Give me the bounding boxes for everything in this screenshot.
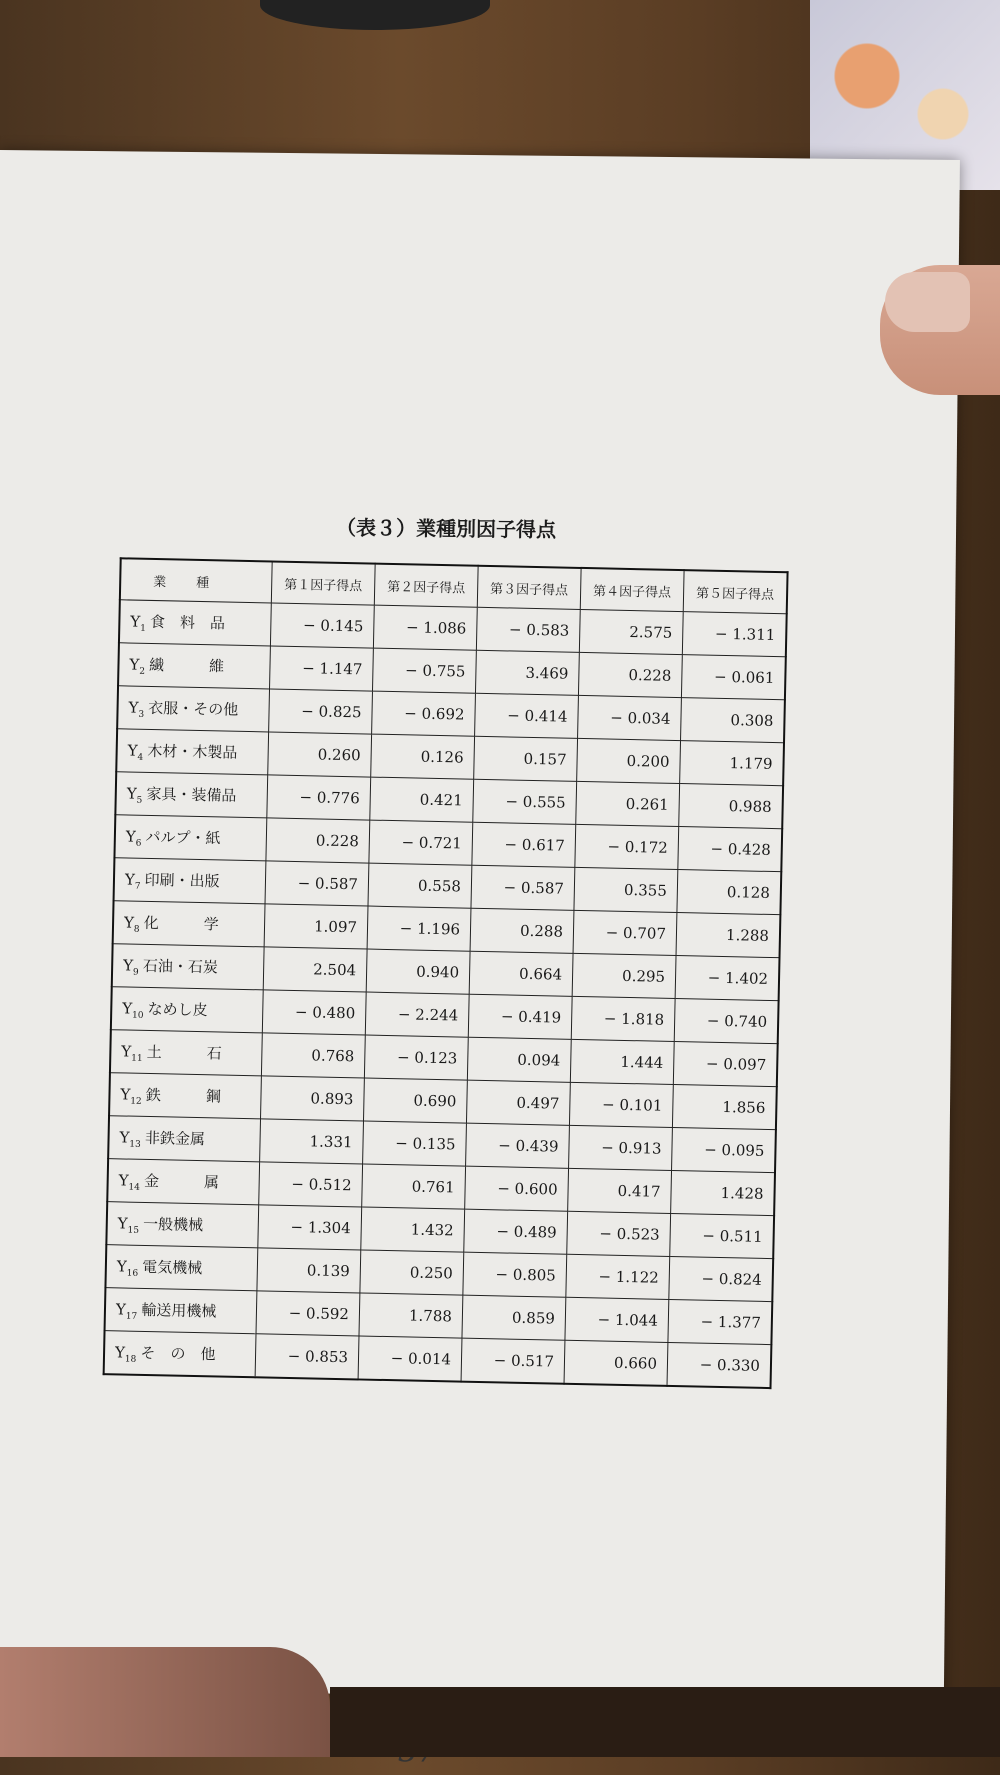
- industry-name: 電気機械: [142, 1257, 203, 1277]
- industry-cell: [113, 901, 265, 947]
- factor-1-score: 0.260: [268, 732, 372, 777]
- industry-code: [126, 783, 143, 806]
- industry-cell: [106, 1202, 258, 1248]
- industry-code-letter: Y: [128, 697, 139, 717]
- table-title: （表３）業種別因子得点: [335, 515, 557, 542]
- industry-name: 衣服・その他: [148, 698, 239, 719]
- factor-3-score: − 0.419: [468, 994, 572, 1039]
- factor-2-score: 1.788: [359, 1293, 463, 1338]
- factor-3-score: − 0.414: [475, 693, 579, 738]
- industry-code-letter: Y: [118, 1170, 129, 1190]
- thumbnail-nail: [885, 272, 970, 332]
- industry-cell: [118, 643, 270, 689]
- industry-name: 化 学: [143, 913, 219, 933]
- industry-code-number: 6: [135, 838, 142, 849]
- industry-code-number: 2: [139, 666, 146, 677]
- industry-code-number: 5: [136, 795, 143, 806]
- factor-4-score: 2.575: [579, 609, 683, 654]
- factor-1-score: 0.768: [261, 1033, 365, 1078]
- industry-cell: [115, 772, 267, 818]
- industry-code: [118, 1170, 141, 1193]
- factor-2-score: − 0.135: [363, 1121, 467, 1166]
- factor-2-score: 0.421: [370, 777, 474, 822]
- factor-5-score: − 0.428: [678, 827, 782, 872]
- factor-5-score: − 0.330: [667, 1342, 771, 1388]
- industry-code-letter: Y: [130, 612, 141, 631]
- factor-4-score: − 0.101: [569, 1082, 673, 1127]
- table-body: [104, 600, 787, 1388]
- factor-score-table: [103, 557, 789, 1389]
- factor-4-score: − 1.818: [571, 996, 675, 1041]
- factor-2-score: − 1.086: [373, 605, 477, 650]
- factor-4-score: − 0.523: [567, 1211, 671, 1256]
- industry-name: 非鉄金属: [144, 1128, 206, 1148]
- factor-2-score: 0.761: [362, 1164, 466, 1209]
- industry-code-number: 7: [134, 881, 141, 892]
- factor-5-score: 0.128: [677, 870, 781, 915]
- factor-2-score: − 1.196: [367, 906, 471, 951]
- factor-1-score: 0.139: [257, 1248, 361, 1293]
- header-factor-5: 第５因子得点: [683, 570, 787, 614]
- industry-code: [123, 912, 140, 935]
- industry-cell: [112, 944, 264, 990]
- factor-3-score: 0.859: [462, 1295, 566, 1340]
- factor-5-score: 0.308: [681, 698, 785, 743]
- industry-code-number: 14: [128, 1182, 141, 1193]
- industry-code-letter: Y: [126, 783, 137, 803]
- industry-cell: [109, 1073, 261, 1119]
- factor-4-score: 0.355: [574, 867, 678, 912]
- industry-cell: [105, 1245, 257, 1291]
- factor-1-score: 1.097: [264, 904, 368, 949]
- factor-2-score: 0.940: [366, 949, 470, 994]
- factor-4-score: − 0.707: [573, 910, 677, 955]
- industry-code-letter: Y: [121, 1041, 132, 1061]
- industry-code: [130, 612, 147, 634]
- industry-code-letter: Y: [120, 1084, 131, 1104]
- industry-name: 木材・木製品: [147, 741, 238, 762]
- industry-code: [117, 1213, 140, 1236]
- factor-2-score: − 0.692: [372, 691, 476, 736]
- industry-cell: [117, 686, 269, 732]
- industry-code-letter: Y: [125, 826, 136, 846]
- factor-4-score: 0.228: [578, 652, 682, 697]
- factor-5-score: 1.179: [680, 741, 784, 786]
- industry-code-letter: Y: [122, 998, 133, 1018]
- factor-3-score: 0.497: [466, 1080, 570, 1125]
- industry-code-number: 10: [131, 1010, 144, 1021]
- factor-4-score: 0.417: [568, 1168, 672, 1213]
- industry-name: 石油・石炭: [142, 956, 219, 976]
- factor-2-score: 0.558: [368, 863, 472, 908]
- factor-2-score: 0.690: [363, 1078, 467, 1123]
- industry-cell: [111, 987, 263, 1033]
- factor-4-score: 1.444: [570, 1039, 674, 1084]
- factor-4-score: 0.261: [576, 781, 680, 826]
- industry-cell: [107, 1159, 259, 1205]
- industry-name: 鉄 鋼: [145, 1085, 222, 1106]
- industry-cell: [114, 815, 266, 861]
- industry-code-letter: Y: [119, 1127, 130, 1147]
- industry-code-letter: Y: [127, 740, 138, 760]
- industry-name: 輸送用機械: [141, 1300, 217, 1320]
- industry-cell: [114, 858, 266, 904]
- industry-code-letter: Y: [115, 1299, 127, 1319]
- industry-code: [119, 1127, 141, 1150]
- factor-3-score: 0.157: [474, 736, 578, 781]
- factor-1-score: − 0.512: [259, 1162, 363, 1207]
- factor-1-score: − 0.825: [269, 689, 373, 734]
- factor-5-score: 1.288: [676, 913, 780, 958]
- industry-code-number: 11: [131, 1053, 143, 1064]
- factor-2-score: − 2.244: [365, 992, 469, 1037]
- industry-code-letter: Y: [124, 869, 136, 889]
- industry-code-number: 9: [132, 967, 139, 978]
- industry-name: 繊 維: [148, 655, 225, 675]
- factor-1-score: − 0.587: [265, 861, 369, 906]
- industry-code-number: 13: [129, 1139, 141, 1150]
- industry-name: そ の 他: [140, 1343, 216, 1363]
- factor-5-score: − 1.311: [682, 612, 786, 657]
- industry-code: [115, 1299, 138, 1322]
- factor-1-score: − 1.304: [258, 1205, 362, 1250]
- industry-cell: [110, 1030, 262, 1076]
- factor-2-score: 1.432: [361, 1207, 465, 1252]
- industry-cell: [105, 1288, 257, 1334]
- factor-5-score: − 0.061: [681, 655, 785, 700]
- industry-code: [125, 826, 142, 849]
- factor-1-score: − 0.592: [256, 1291, 360, 1336]
- factor-2-score: − 0.721: [369, 820, 473, 865]
- industry-code: [114, 1342, 137, 1365]
- industry-cell: [104, 1331, 256, 1378]
- factor-3-score: − 0.489: [464, 1209, 568, 1254]
- industry-name: なめし皮: [147, 999, 208, 1019]
- industry-name: 印刷・出版: [144, 870, 220, 890]
- factor-1-score: 2.504: [263, 947, 367, 992]
- factor-5-score: − 0.095: [672, 1127, 776, 1172]
- factor-1-score: − 0.145: [270, 603, 374, 648]
- book-page: [0, 150, 960, 1700]
- factor-1-score: 0.228: [266, 818, 370, 863]
- industry-code-letter: Y: [129, 655, 140, 674]
- factor-3-score: 3.469: [475, 650, 579, 695]
- industry-code: [124, 869, 141, 892]
- factor-4-score: − 0.913: [569, 1125, 673, 1170]
- factor-3-score: − 0.587: [471, 865, 575, 910]
- factor-4-score: 0.295: [572, 953, 676, 998]
- factor-3-score: − 0.805: [463, 1252, 567, 1297]
- factor-2-score: − 0.014: [358, 1336, 462, 1382]
- factor-1-score: 0.893: [261, 1076, 365, 1121]
- industry-code: [123, 955, 139, 978]
- factor-3-score: 0.094: [467, 1037, 571, 1082]
- header-industry: 業種: [120, 558, 272, 603]
- industry-name: 一般機械: [142, 1214, 204, 1234]
- industry-code-number: 16: [126, 1268, 139, 1279]
- industry-code-number: 12: [130, 1096, 142, 1107]
- factor-2-score: 0.126: [371, 734, 475, 779]
- factor-5-score: − 0.511: [670, 1213, 774, 1258]
- industry-code: [122, 998, 144, 1021]
- background-bowl: [260, 0, 490, 30]
- factor-3-score: 0.288: [470, 908, 574, 953]
- factor-3-score: − 0.439: [466, 1123, 570, 1168]
- factor-1-score: − 0.853: [255, 1334, 359, 1380]
- factor-5-score: − 0.740: [674, 999, 778, 1044]
- factor-1-score: − 1.147: [270, 646, 374, 691]
- factor-4-score: 0.660: [564, 1340, 668, 1386]
- header-factor-3: 第３因子得点: [477, 566, 581, 610]
- factor-2-score: − 0.123: [364, 1035, 468, 1080]
- industry-name: 土 石: [146, 1042, 222, 1063]
- factor-5-score: 1.856: [672, 1084, 776, 1129]
- header-factor-4: 第４因子得点: [580, 568, 684, 612]
- factor-3-score: − 0.583: [476, 607, 580, 652]
- industry-name: 金 属: [143, 1171, 220, 1191]
- industry-code-letter: Y: [114, 1342, 126, 1362]
- industry-code-number: 3: [138, 709, 145, 720]
- industry-code-letter: Y: [116, 1256, 127, 1276]
- factor-score-table-wrapper: [103, 557, 789, 1389]
- factor-5-score: 1.428: [671, 1170, 775, 1215]
- factor-3-score: − 0.555: [473, 779, 577, 824]
- factor-4-score: − 0.034: [578, 695, 682, 740]
- industry-code-letter: Y: [123, 912, 135, 932]
- industry-code-number: 17: [125, 1311, 138, 1322]
- factor-5-score: − 1.402: [675, 956, 779, 1001]
- industry-code-number: 1: [140, 623, 147, 634]
- factor-2-score: − 0.755: [372, 648, 476, 693]
- factor-3-score: − 0.517: [461, 1338, 565, 1384]
- factor-4-score: 0.200: [577, 738, 681, 783]
- industry-code-number: 8: [133, 924, 140, 935]
- factor-5-score: 0.988: [679, 784, 783, 829]
- factor-1-score: − 0.776: [267, 775, 371, 820]
- industry-code-number: 15: [127, 1225, 140, 1236]
- industry-cell: [116, 729, 268, 775]
- hand: [0, 1647, 330, 1757]
- industry-cell: [108, 1116, 260, 1162]
- factor-1-score: 1.331: [260, 1119, 364, 1164]
- factor-3-score: − 0.600: [465, 1166, 569, 1211]
- industry-code: [129, 655, 146, 677]
- factor-3-score: − 0.617: [472, 822, 576, 867]
- industry-code: [127, 740, 144, 763]
- factor-5-score: − 1.377: [668, 1299, 772, 1344]
- industry-code-number: 18: [124, 1354, 137, 1365]
- industry-name: 家具・装備品: [146, 784, 237, 805]
- industry-code: [116, 1256, 139, 1279]
- factor-4-score: − 0.172: [575, 824, 679, 869]
- industry-cell: [119, 600, 271, 646]
- header-factor-1: 第１因子得点: [271, 561, 375, 605]
- factor-5-score: − 0.097: [673, 1041, 777, 1086]
- industry-code: [120, 1084, 142, 1107]
- factor-2-score: 0.250: [360, 1250, 464, 1295]
- factor-1-score: − 0.480: [262, 990, 366, 1035]
- factor-4-score: − 1.044: [565, 1297, 669, 1342]
- industry-code-letter: Y: [123, 955, 134, 975]
- industry-name: 食 料 品: [149, 612, 226, 632]
- industry-code-letter: Y: [117, 1213, 128, 1233]
- header-factor-2: 第２因子得点: [374, 564, 478, 608]
- industry-code: [121, 1041, 143, 1064]
- industry-name: パルプ・紙: [145, 827, 221, 847]
- factor-4-score: − 1.122: [566, 1254, 670, 1299]
- industry-code-number: 4: [137, 752, 144, 763]
- factor-5-score: − 0.824: [669, 1256, 773, 1301]
- industry-code: [128, 697, 145, 720]
- background-bottom: [330, 1687, 1000, 1757]
- factor-3-score: 0.664: [469, 951, 573, 996]
